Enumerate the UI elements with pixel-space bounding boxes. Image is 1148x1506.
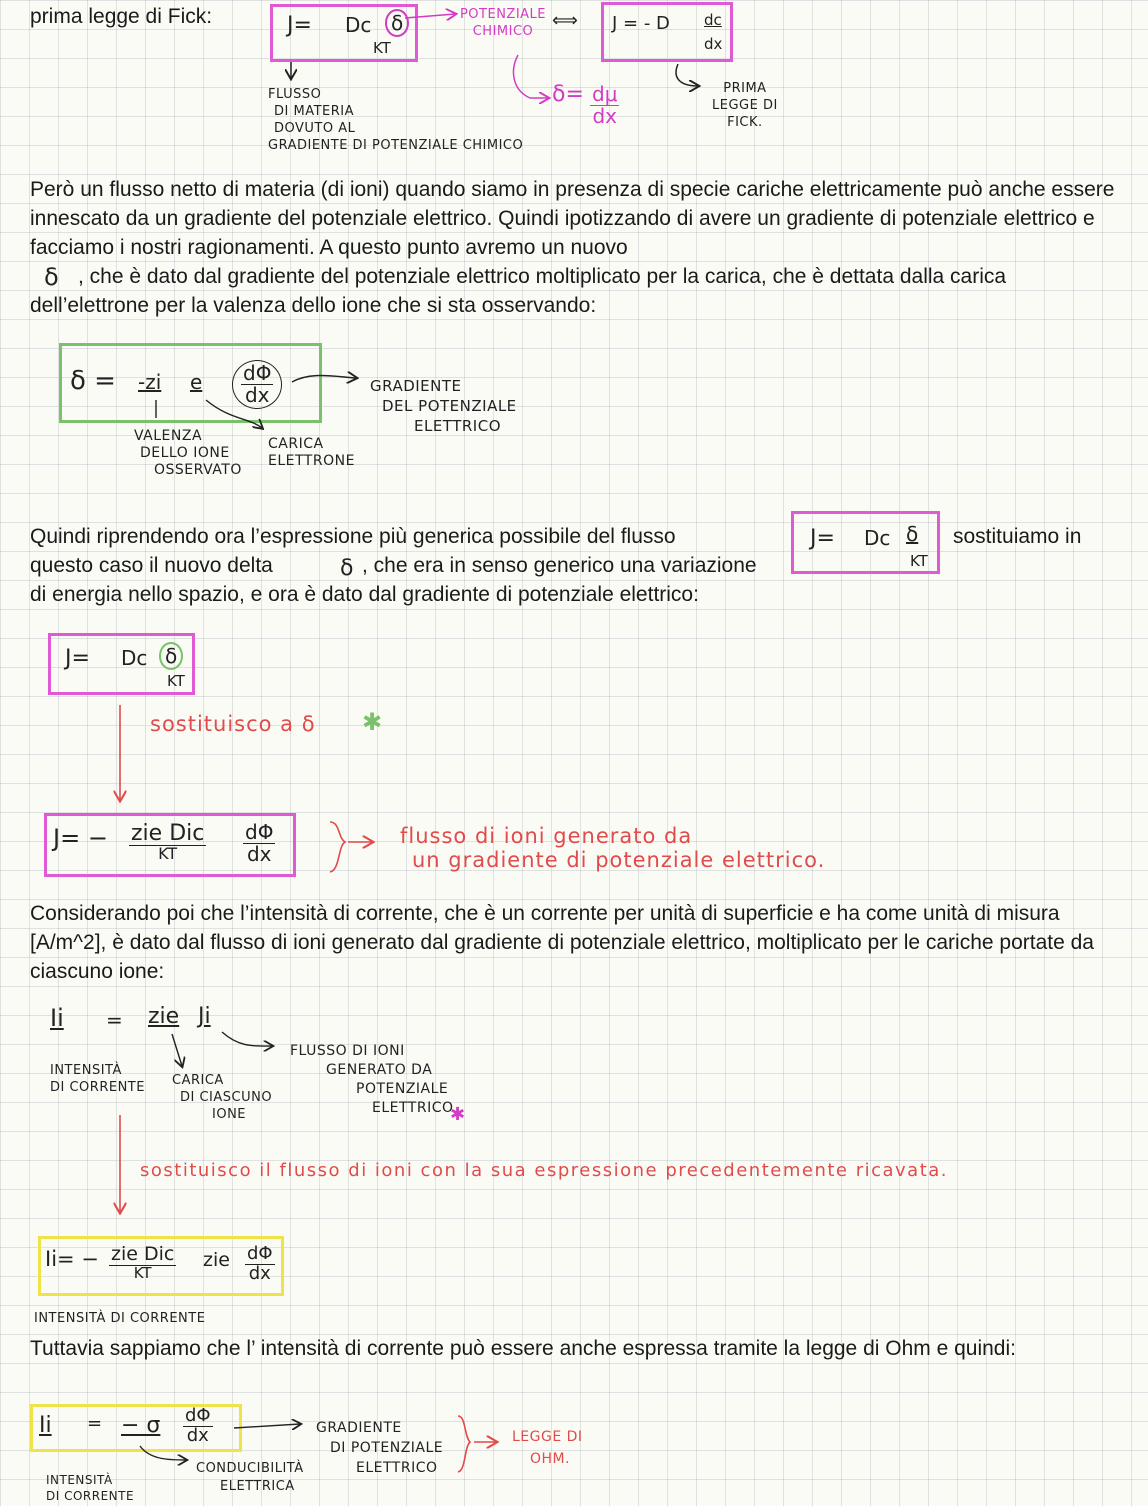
dc-numerator: dc [704,11,722,29]
paragraph-generic-flux: Quindi riprendendo ora l’espressione più generica possibile del flusso [30,525,676,548]
flux-symbol: J= [287,13,312,38]
dphi-dx-fraction-2: $\frac{d\Phi}{dx}$ [247,1243,273,1284]
note-gradiente-elettrico: GRADIENTE DEL POTENZIALE ELETTRICO [370,377,517,435]
paragraph-electric-gradient-cont: , che è dato dal gradiente del potenziale elettrico moltiplicato per la carica, che è dettata dalla carica dell’elettrone per la valenza dello ione che si sta osservando: [30,265,1007,317]
paragraph-electric-gradient: Però un flusso netto di materia (di ioni) quando siamo in presenza di specie cariche elettricamente può anche essere innescato da un gradiente del potenziale elettrico. Quindi ipotizzando di avere un gradiente di potenziale elettrico e facciamo i nostri ragionamenti. A questo punto avremo un nuovo [30,178,1115,259]
delta-electric-box [59,343,322,423]
dphi-dx-fraction-3: $\frac{d\Phi}{dx}$ [185,1405,211,1446]
zie-charge: zie [148,1004,180,1029]
paragraph-ohm: Tuttavia sappiamo che l’ intensità di corrente può essere anche espressa tramite la legge di Ohm e quindi: [30,1337,1016,1360]
kt-denominator: KT [373,39,391,57]
flux-symbol-3: J= [65,646,90,671]
fick-first-law-box [601,2,733,62]
minus-zi: -zi [138,370,162,394]
paragraph-sostituiamo: sostituiamo in [953,525,1082,548]
note-intensita: INTENSITÀ DI CORRENTE [50,1063,145,1095]
paragraph-intensita: Considerando poi che l’intensità di corrente, che è un corrente per unità di superficie e ha come unità di misura [A/m^2], è dato dal flusso di ioni generato dal gradiente di potenziale elettrico, moltiplicato per le cariche portate da ciascuno ione: [30,902,1094,983]
ion-flux-formula-box [44,813,296,877]
note-valenza: VALENZA DELLO IONE OSSERVATO [134,428,242,478]
flux-formula-box-3 [48,633,195,695]
note-sostituisco-flusso: sostituisco il flusso di ioni con la sua espressione precedentemente ricavata. [140,1160,949,1181]
note-flusso-ioni-gen: FLUSSO DI IONI GENERATO DA POTENZIALE ELETTRICO [290,1043,454,1116]
conductivity-symbol: − σ [121,1413,161,1438]
fick-first-law-lhs: J = - D [612,13,670,34]
delta-inline-2: δ [340,556,354,581]
delta-circled-green: δ [159,642,183,670]
flux-symbol-2: J= [810,526,835,551]
delta-2: δ [906,522,919,546]
generic-flux-box [791,511,940,574]
note-conducibilita: CONDUCIBILITÀ ELETTRICA [196,1461,304,1494]
note-flusso-materia: FLUSSO DI MATERIA DOVUTO AL GRADIENTE DI POTENZIALE CHIMICO [268,87,524,153]
note-carica-elettrone: CARICA ELETTRONE [268,436,355,469]
pink-star-icon: ✱ [450,1104,466,1125]
diffusion-coeff: Dc [345,13,372,37]
current-formula-box [38,1236,284,1296]
ion-flux-lhs: J= − [53,824,108,852]
ion-flux-ji: Ji [198,1004,211,1029]
equivalence-symbol: ⟺ [552,10,578,31]
zie-2: zie [203,1249,230,1271]
dphi-dx-fraction: $\frac{d\Phi}{dx}$ [245,820,274,866]
electron-charge: e [190,370,203,394]
delta-inline-symbol: δ [44,263,59,291]
note-prima-legge: PRIMA LEGGE DI FICK. [712,81,778,130]
fick-formula-box [270,4,418,62]
arrow-zie-carica [172,1034,182,1066]
arrow-ji-flusso [222,1032,272,1046]
zie-dic-fraction-2: $\frac{\text{zie Dic}}{KT}$ [111,1243,175,1282]
kt-3: KT [167,672,185,690]
note-legge-ohm: LEGGE DI OHM. [512,1429,583,1467]
ohm-formula-box [30,1404,242,1452]
arrow-dphi-gradient-ohm [234,1424,300,1428]
note-flusso-ioni-red: flusso di ioni generato da un gradiente di potenziale elettrico. [400,824,826,872]
paragraph-variazione: , che era in senso generico una variazione [362,554,757,577]
dphi-dx-circled: $\frac{d\Phi}{dx}$ [232,360,282,409]
brace-ohm [458,1416,470,1472]
dx-denominator: dx [704,35,723,53]
note-sostituisco-delta: sostituisco a δ [150,712,316,736]
note-potenziale-chimico: POTENZIALE CHIMICO [459,7,547,39]
equals-sign: = [106,1008,123,1032]
ohm-equals: = [87,1413,103,1434]
delta-eq: δ= [552,82,584,107]
green-star-icon: ✱ [362,708,383,736]
diffusion-coeff-3: Dc [121,646,148,670]
current-intensity-symbol: Ii [50,1004,64,1032]
paragraph-energia: di energia nello spazio, e ora è dato dal gradiente di potenziale elettrico: [30,583,699,606]
note-gradiente-pot: GRADIENTE DI POTENZIALE ELETTRICO [316,1420,444,1476]
kt-2: KT [910,552,928,570]
paragraph-nuovo-delta: questo caso il nuovo delta [30,554,273,577]
brace-red [330,822,345,872]
heading-fick: prima legge di Fick: [30,5,213,28]
note-carica-ciascuno: CARICA DI CIASCUNO IONE [172,1073,273,1122]
zie-dic-fraction: $\frac{\text{zie Dic}}{KT}$ [131,821,205,864]
delta-circled: δ [385,9,409,37]
current-formula-lhs: Ii= − [45,1247,99,1271]
dmu-dx-fraction: $\frac{d\mu}{dx}$ [592,82,618,128]
delta-lhs: δ = [70,366,116,396]
note-intensita-2: INTENSITÀ DI CORRENTE [46,1473,135,1503]
ohm-current-symbol: Ii [39,1413,52,1438]
note-intensita-corrente: INTENSITÀ DI CORRENTE [34,1311,206,1326]
arrow-prima-legge [676,64,698,86]
diffusion-coeff-2: Dc [864,526,891,550]
